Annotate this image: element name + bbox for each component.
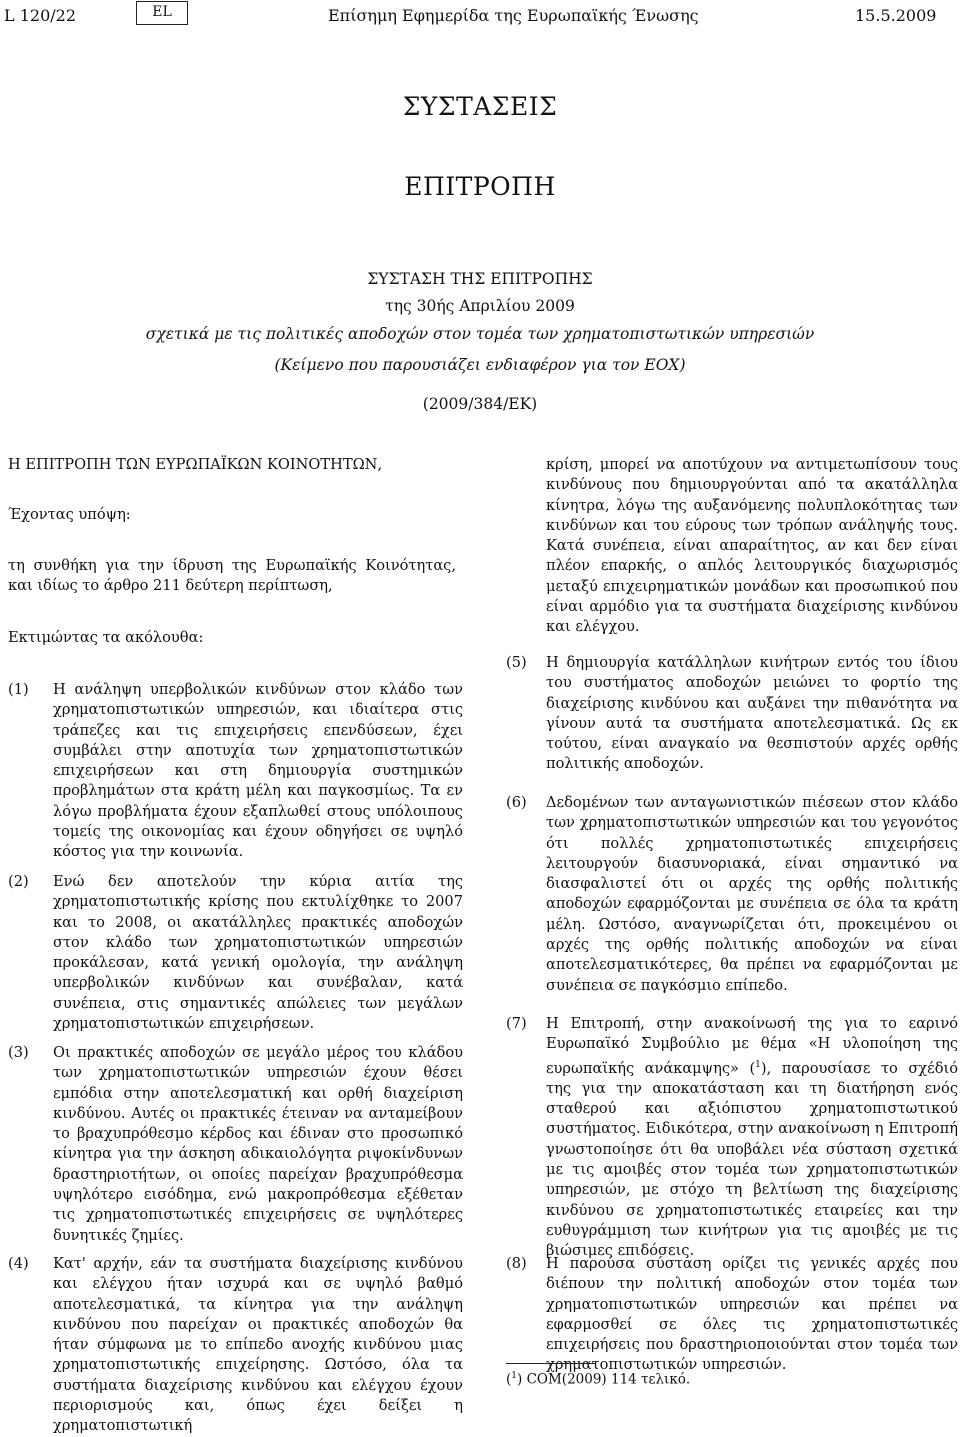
institution-title: ΕΠΙΤΡΟΠΗ [404,172,556,201]
recital-text: Ενώ δεν αποτελούν την κύρια αιτία της χρηματοπιστωτικής κρίσης που εκτυλίχθηκε το 2007 και το 2008, οι ακατάλληλες πρακτικές αποδοχών στον κλάδο των χρηματοπιστωτικών υπηρεσιών προκάλεσαν, κατά γενική ομολογία, την ανάληψη υπερβολικών κινδύνων και συνέβαλαν, κατά συνέπεια, στις σημαντικές απώλειες των μεγάλων χρηματοπιστωτικών επιχειρήσεων. [53,873,463,1033]
recital-text: Η Επιτροπή, στην ανακοίνωσή της για το εαρινό Ευρωπαϊκό Συμβούλιο με θέμα «Η υλοποίηση της ευρωπαϊκής ανάκαμψης» ($^1$), παρουσίασε το σχέδιό της για την αποκατάσταση και τη διατήρηση ενός σταθερού και αξιόπιστου χρηματοπιστωτικού συστήματος. Ειδικότερα, στην ανακοίνωση η Επιτροπή γνωστοποίησε ότι θα υποβάλει νέα σύσταση σχετικά με τις αμοιβές στον τομέα των χρηματοπιστωτικών υπηρεσιών, με στόχο τη βελτίωση της διαχείρισης κινδύνου σε χρηματοπιστωτικές εταιρείες και την ευθυγράμμιση των κινήτρων για τις αμοιβές με τις βιώσιμες επιδόσεις. [546,1015,959,1260]
recital-3 [8,1043,463,1244]
treaty-citation [8,556,456,597]
recital-5 [506,653,958,773]
recital-number: (1) [8,681,29,698]
publication-date: 15.5.2009 [855,6,937,25]
footnote-number: 1 [511,1371,518,1381]
document-number: (2009/384/ΕΚ) [422,395,538,413]
authority-line: Η ΕΠΙΤΡΟΠΗ ΤΩΝ ΕΥΡΩΠΑΪΚΩΝ ΚΟΙΝΟΤΗΤΩΝ, [8,456,383,473]
recital-text: Κατ' αρχήν, εάν τα συστήματα διαχείρισης κινδύνου και ελέγχου ήταν ισχυρά και σε υψηλό βαθμό αποτελεσματικά, τα κίνητρα για την ανάληψη κινδύνου που παρείχαν οι πρακτικές αποδοχών θα ήταν σύμφωνα με το επίπεδο ανοχής κινδύνου μιας χρηματοπιστωτικής επιχείρησης. Ωστόσο, όλα τα συστήματα διαχείρισης κινδύνου και ελέγχου έχουν περιορισμούς και, όπως έχει δείξει η χρηματοπιστωτική [53,1255,463,1435]
footnote-divider [506,1363,596,1364]
recital-number: (3) [8,1044,29,1061]
page-header [0,0,960,30]
recital-number: (5) [506,654,527,671]
recital-8 [506,1254,958,1374]
recital-text: Η ανάληψη υπερβολικών κινδύνων στον κλάδο των χρηματοπιστωτικών υπηρεσιών, και ιδιαίτερα στις τράπεζες και τις επιχειρήσεις επενδύσεων, έχει συμβάλει στην αποτυχία των χρηματοπιστωτικών επιχειρήσεων και στη δημιουργία συστημικών προβλημάτων στα κράτη μέλη και παγκοσμίως. Τα εν λόγω προβλήματα έχουν εξαπλωθεί στους υπόλοιπους τομείς της οικονομίας και έχουν οδηγήσει σε υψηλό κόστος για την κοινωνία. [53,681,463,861]
recital-number: (7) [506,1015,527,1032]
journal-title: Επίσημη Εφημερίδα της Ευρωπαϊκής Ένωσης [328,6,699,25]
document-subject: σχετικά με τις πολιτικές αποδοχών στον τομέα των χρηματοπιστωτικών υπηρεσιών [145,325,815,343]
document-type: ΣΥΣΤΑΣΗ ΤΗΣ ΕΠΙΤΡΟΠΗΣ [367,270,593,288]
recital-number: (6) [506,794,527,811]
recital-6 [506,793,958,994]
recital-text: Οι πρακτικές αποδοχών σε μεγάλο μέρος του κλάδου των χρηματοπιστωτικών υπηρεσιών έχουν θέσει εμπόδια στην αποτελεσματική και ορθή διαχείριση κινδύνου. Αυτές οι πρακτικές έτειναν να ανταμείβουν το βραχυπρόθεσμο κέρδος και έδιναν στο προσωπικό κίνητρα για την άσκηση αδικαιολόγητα ριψοκίνδυνων δραστηριοτήτων, οι οποίες παρείχαν βραχυπρόθεσμα υψηλότερο εισόδημα, ενώ μακροπρόθεσμα εξέθεταν τις χρηματοπιστωτικές επιχειρήσεις σε υψηλότερες δυνητικές ζημίες. [53,1044,463,1244]
footnote: ($^1$) COM(2009) 114 τελικό. [506,1371,691,1388]
language-box: EL [136,1,188,25]
eea-relevance: (Κείμενο που παρουσιάζει ενδιαφέρον για τον ΕΟΧ) [274,356,686,374]
footnote-ref[interactable]: 1 [755,1059,761,1070]
document-date: της 30ής Απριλίου 2009 [385,297,575,315]
footnote-text: COM(2009) 114 τελικό. [526,1371,691,1388]
continuation-text: κρίση, μπορεί να αποτύχουν να αντιμετωπίσουν τους κινδύνους που δημιουργούνται από τα ακατάλληλα κίνητρα, λόγω της αυξανόμενης πολυπλοκότητας των κινδύνων και του εύρους των τρόπων ανάληψής τους. Κατά συνέπεια, είναι απαραίτητος, αν και δεν είναι πλέον επαρκής, ο απλός λειτουργικός διαχωρισμός μεταξύ επιχειρηματικών μονάδων και προσωπικού που είναι αρμόδιο για τα συστήματα διαχείρισης κινδύνου και ελέγχου. [546,456,958,636]
section-title: ΣΥΣΤΑΣΕΙΣ [402,92,558,121]
recital-number: (8) [506,1255,527,1272]
recital-1 [8,680,463,861]
recital-2 [8,872,463,1033]
recital-text: Η δημιουργία κατάλληλων κινήτρων εντός του ίδιου του συστήματος αποδοχών μειώνει το φορτίο της διαχείρισης κινδύνου και αυξάνει την πιθανότητα να γίνουν αυτά τα συστήματα αποτελεσματικά. Ως εκ τούτου, είναι αναγκαίο να θεσπιστούν αρχές ορθής πολιτικής αποδοχών. [546,654,958,773]
recital-number: (4) [8,1255,29,1272]
oj-reference: L 120/22 [4,6,76,25]
recital-7 [506,1014,959,1260]
having-regard: Έχοντας υπόψη: [8,506,131,523]
recital-number: (2) [8,873,29,890]
recital-4-continuation [546,455,958,638]
treaty-text: τη συνθήκη για την ίδρυση της Ευρωπαϊκής Κοινότητας, και ιδίως το άρθρο 211 δεύτερη περίπτωση, [8,557,456,595]
whereas-heading: Εκτιμώντας τα ακόλουθα: [8,629,204,646]
recital-text: Η παρούσα σύσταση ορίζει τις γενικές αρχές που διέπουν την πολιτική αποδοχών στον τομέα των χρηματοπιστωτικών υπηρεσιών και πρέπει να εφαρμοσθεί σε όλες τις χρηματοπιστωτικές επιχειρήσεις που δραστηριοποιούνται στον τομέα των χρηματοπιστωτικών υπηρεσιών. [546,1255,958,1374]
recital-text: Δεδομένων των ανταγωνιστικών πιέσεων στον κλάδο των χρηματοπιστωτικών υπηρεσιών και του γεγονότος ότι πολλές χρηματοπιστωτικές επιχειρήσεις λειτουργούν διασυνοριακά, είναι σημαντικό να διασφαλιστεί ότι οι αρχές της ορθής πολιτικής αποδοχών εφαρμόζονται με συνέπεια σε όλα τα κράτη μέλη. Ωστόσο, αναγνωρίζεται ότι, προκειμένου οι αρχές της ορθής πολιτικής αποδοχών να είναι αποτελεσματικότερες, θα πρέπει να εφαρμόζονται με συνέπεια σε παγκόσμιο επίπεδο. [546,794,958,994]
recital-4 [8,1254,463,1435]
